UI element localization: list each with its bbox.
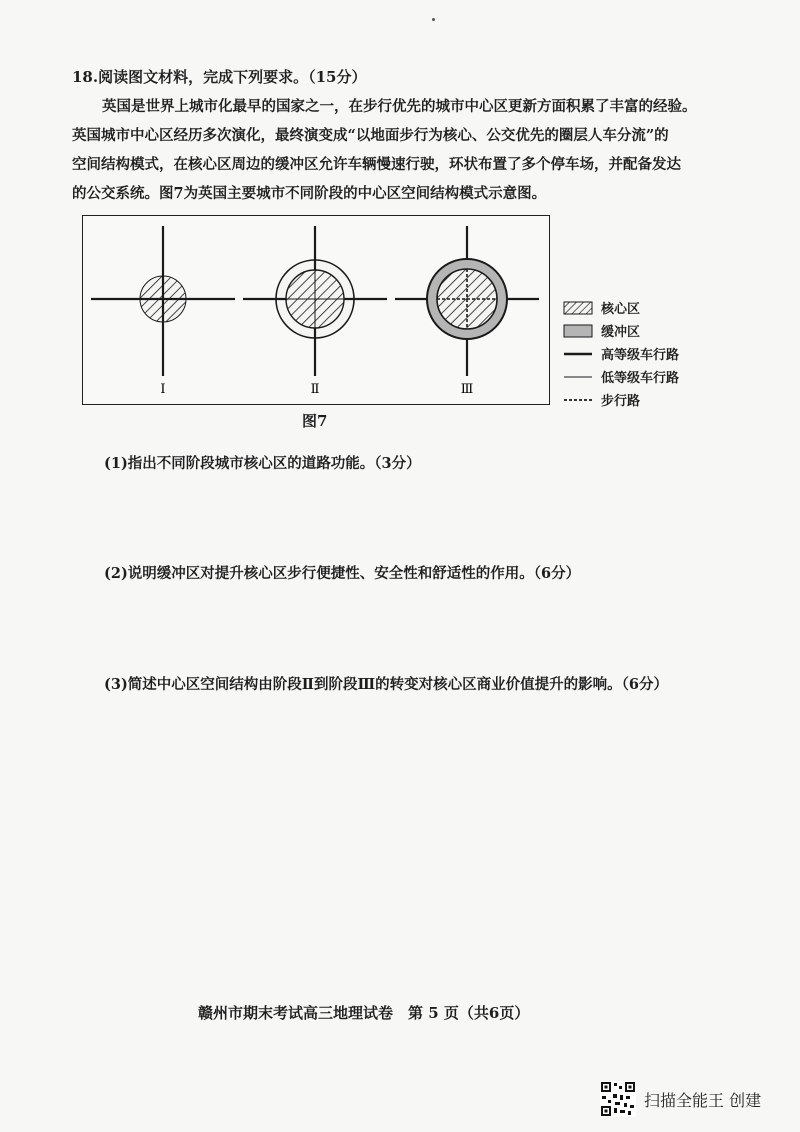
- stage-3-diagram: [395, 226, 539, 376]
- legend-walkway: [563, 388, 723, 411]
- page-footer: 赣州市期末考试高三地理试卷 第 5 页（共6页）: [198, 1004, 530, 1022]
- stage-1-label: Ⅰ: [160, 382, 166, 397]
- legend-label-buffer: 缓冲区: [601, 325, 641, 340]
- sub-question-2: (2)说明缓冲区对提升核心区步行便捷性、安全性和舒适性的作用。（6分）: [104, 565, 581, 582]
- gray-swatch-icon: [563, 324, 593, 338]
- stage-1-diagram: [91, 226, 235, 376]
- stage-2-diagram: [243, 226, 387, 376]
- sub-question-1: (1)指出不同阶段城市核心区的道路功能。（3分）: [104, 455, 421, 472]
- thin-line-icon: [563, 370, 593, 384]
- paragraph-line-2: 英国城市中心区经历多次演化，最终演变成“以地面步行为核心、公交优先的圈层人车分流”的: [72, 127, 669, 144]
- legend-major-road: [563, 342, 723, 365]
- stage-2-label: Ⅱ: [310, 382, 320, 397]
- question-title: 18.阅读图文材料，完成下列要求。（15分）: [72, 68, 367, 86]
- legend-buffer-zone: [563, 319, 723, 342]
- paragraph-line-4: 的公交系统。图7为英国主要城市不同阶段的中心区空间结构模式示意图。: [72, 185, 547, 202]
- figure-legend: [563, 296, 723, 411]
- legend-label-major-road: 高等级车行路: [601, 348, 680, 363]
- legend-label-minor-road: 低等级车行路: [601, 371, 680, 386]
- qr-code-icon: [600, 1081, 636, 1117]
- scan-speck: [432, 18, 435, 21]
- legend-core-zone: [563, 296, 723, 319]
- hatch-swatch-icon: [563, 301, 593, 315]
- stage-diagrams: [83, 216, 549, 404]
- legend-label-walkway: 步行路: [601, 394, 641, 409]
- thick-line-icon: [563, 347, 593, 361]
- dashed-line-icon: [563, 393, 593, 407]
- watermark-text: 扫描全能王 创建: [644, 1090, 762, 1110]
- stage-3-label: Ⅲ: [460, 382, 474, 397]
- figure-caption: 图7: [302, 412, 328, 430]
- legend-label-core: 核心区: [601, 302, 641, 317]
- paragraph-line-1: 英国是世界上城市化最早的国家之一，在步行优先的城市中心区更新方面积累了丰富的经验。: [102, 98, 697, 115]
- paragraph-line-3: 空间结构模式，在核心区周边的缓冲区允许车辆慢速行驶，环状布置了多个停车场，并配备发达: [72, 156, 681, 173]
- sub-question-3: (3)简述中心区空间结构由阶段Ⅱ到阶段Ⅲ的转变对核心区商业价值提升的影响。（6分）: [104, 676, 669, 693]
- scanner-watermark: [600, 1081, 761, 1117]
- legend-minor-road: [563, 365, 723, 388]
- figure-7-diagram: [82, 215, 550, 405]
